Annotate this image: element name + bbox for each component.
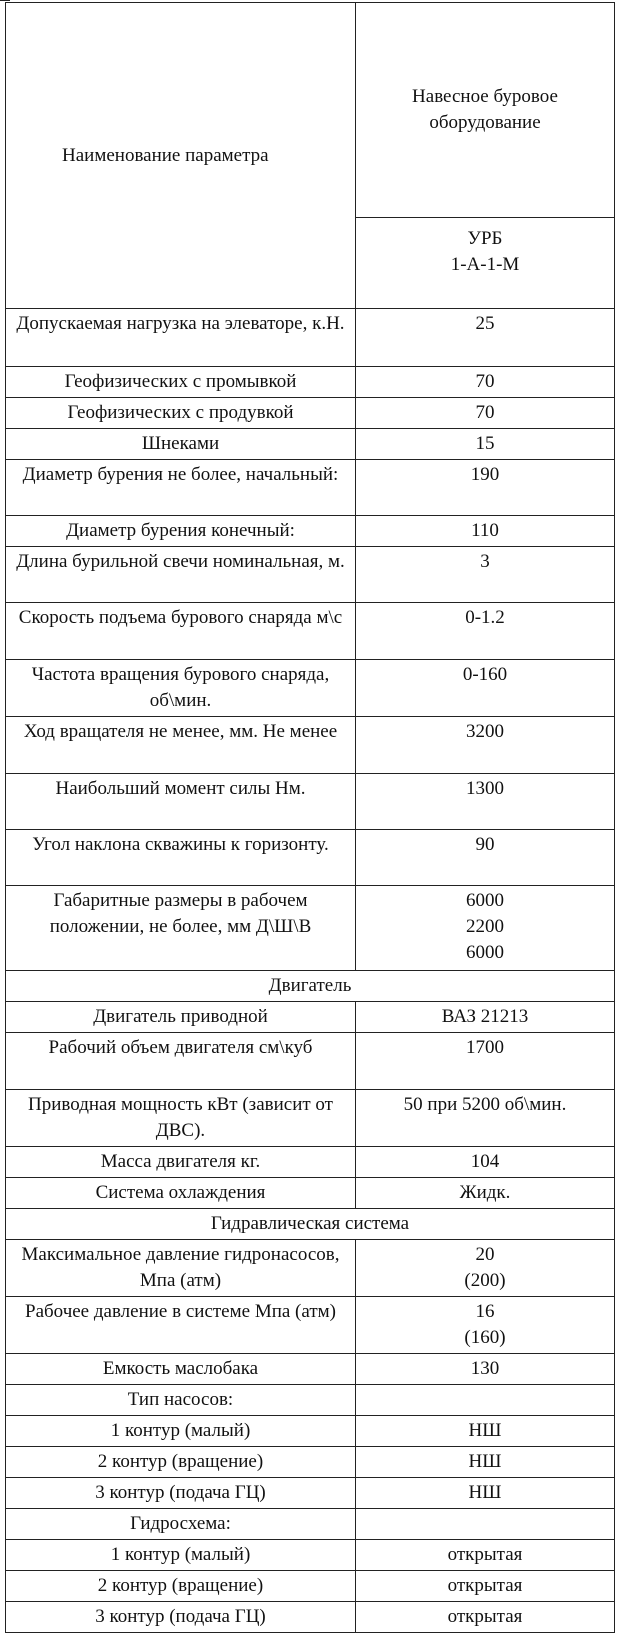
param-value: НШ — [356, 1478, 615, 1509]
model-cell — [356, 218, 615, 309]
section-engine — [6, 971, 615, 1002]
value-line-1: 16 — [475, 1301, 495, 1322]
param-value: 3 — [356, 547, 615, 603]
table-row — [6, 1033, 615, 1090]
scheme-label: Гидросхема: — [6, 1509, 356, 1540]
table-row — [6, 1416, 615, 1447]
param-name: 1 контур (малый) — [6, 1416, 356, 1447]
model-line-2: 1-А-1-М — [450, 254, 520, 275]
spec-table — [5, 2, 615, 1633]
scheme-row — [6, 1509, 615, 1540]
table-row — [6, 1147, 615, 1178]
param-name: Рабочее давление в системе Мпа (атм) — [6, 1297, 356, 1354]
header-row — [6, 3, 615, 218]
param-value: 0-160 — [356, 660, 615, 717]
model-line-1: УРБ — [467, 228, 503, 249]
param-name: 3 контур (подача ГЦ) — [6, 1478, 356, 1509]
param-name: Диаметр бурения конечный: — [6, 516, 356, 547]
param-value: Жидк. — [356, 1178, 615, 1209]
param-value: 3200 — [356, 717, 615, 774]
table-row — [6, 516, 615, 547]
param-name: Система охлаждения — [6, 1178, 356, 1209]
param-value: 25 — [356, 309, 615, 367]
param-column-header: Наименование параметра — [6, 3, 356, 309]
param-value: открытая — [356, 1571, 615, 1602]
param-value: открытая — [356, 1540, 615, 1571]
table-row — [6, 1178, 615, 1209]
param-name: Длина бурильной свечи номинальная, м. — [6, 547, 356, 603]
param-name: Габаритные размеры в рабочем положении, не более, мм Д\Ш\В — [6, 886, 356, 971]
table-row — [6, 367, 615, 398]
param-value — [356, 1240, 615, 1297]
table-row — [6, 603, 615, 660]
param-name: Допускаемая нагрузка на элеваторе, к.Н. — [6, 309, 356, 367]
value-line-2: (200) — [464, 1270, 506, 1291]
param-value: 50 при 5200 об\мин. — [356, 1090, 615, 1147]
param-name: Ход вращателя не менее, мм. Не менее — [6, 717, 356, 774]
pump-type-label: Тип насосов: — [6, 1385, 356, 1416]
param-value: НШ — [356, 1447, 615, 1478]
param-value: НШ — [356, 1416, 615, 1447]
table-row — [6, 398, 615, 429]
value-line-2: (160) — [464, 1327, 506, 1348]
param-name: Угол наклона скважины к горизонту. — [6, 830, 356, 886]
table-row — [6, 1240, 615, 1297]
table-row — [6, 1354, 615, 1385]
table-row — [6, 429, 615, 460]
param-value — [356, 1297, 615, 1354]
table-row — [6, 886, 615, 971]
param-name: Приводная мощность кВт (зависит от ДВС). — [6, 1090, 356, 1147]
param-name: Масса двигателя кг. — [6, 1147, 356, 1178]
param-value — [356, 886, 615, 971]
param-value: 130 — [356, 1354, 615, 1385]
param-value: 0-1.2 — [356, 603, 615, 660]
table-row — [6, 717, 615, 774]
table-row — [6, 460, 615, 516]
equipment-column-header — [356, 3, 615, 218]
table-row — [6, 1602, 615, 1633]
value-line-1: 6000 — [466, 890, 504, 911]
param-name: 3 контур (подача ГЦ) — [6, 1602, 356, 1633]
param-value: открытая — [356, 1602, 615, 1633]
param-name: Емкость маслобака — [6, 1354, 356, 1385]
value-line-2: 2200 — [466, 916, 504, 937]
param-value: 15 — [356, 429, 615, 460]
pump-type-row — [6, 1385, 615, 1416]
param-value: 70 — [356, 367, 615, 398]
param-name: 2 контур (вращение) — [6, 1571, 356, 1602]
param-name: Диаметр бурения не более, начальный: — [6, 460, 356, 516]
param-name: Максимальное давление гидронасосов, Мпа (атм) — [6, 1240, 356, 1297]
empty-cell — [356, 1509, 615, 1540]
equipment-header-text: Навесное буровое оборудование — [412, 86, 558, 133]
param-value: 70 — [356, 398, 615, 429]
table-row — [6, 830, 615, 886]
param-name: Двигатель приводной — [6, 1002, 356, 1033]
param-value: 190 — [356, 460, 615, 516]
param-value: 110 — [356, 516, 615, 547]
param-name: Геофизических с промывкой — [6, 367, 356, 398]
table-row — [6, 1297, 615, 1354]
section-hydraulic — [6, 1209, 615, 1240]
table-row — [6, 1090, 615, 1147]
value-line-3: 6000 — [466, 942, 504, 963]
section-engine-label: Двигатель — [6, 971, 615, 1002]
param-name: Скорость подъема бурового снаряда м\с — [6, 603, 356, 660]
param-value: 90 — [356, 830, 615, 886]
table-row — [6, 1447, 615, 1478]
table-row — [6, 1002, 615, 1033]
table-row — [6, 1478, 615, 1509]
empty-cell — [356, 1385, 615, 1416]
table-row — [6, 547, 615, 603]
param-name: 1 контур (малый) — [6, 1540, 356, 1571]
param-value: 104 — [356, 1147, 615, 1178]
param-name: Геофизических с продувкой — [6, 398, 356, 429]
param-name: Наибольший момент силы Нм. — [6, 774, 356, 830]
param-value: 1300 — [356, 774, 615, 830]
table-row — [6, 774, 615, 830]
section-hydraulic-label: Гидравлическая система — [6, 1209, 615, 1240]
value-line-1: 20 — [475, 1244, 495, 1265]
table-row — [6, 309, 615, 367]
param-name: Частота вращения бурового снаряда, об\мин. — [6, 660, 356, 717]
table-row — [6, 660, 615, 717]
param-name: Рабочий объем двигателя см\куб — [6, 1033, 356, 1090]
param-name: 2 контур (вращение) — [6, 1447, 356, 1478]
table-row — [6, 1540, 615, 1571]
table-row — [6, 1571, 615, 1602]
param-value: 1700 — [356, 1033, 615, 1090]
param-name: Шнеками — [6, 429, 356, 460]
param-value: ВАЗ 21213 — [356, 1002, 615, 1033]
